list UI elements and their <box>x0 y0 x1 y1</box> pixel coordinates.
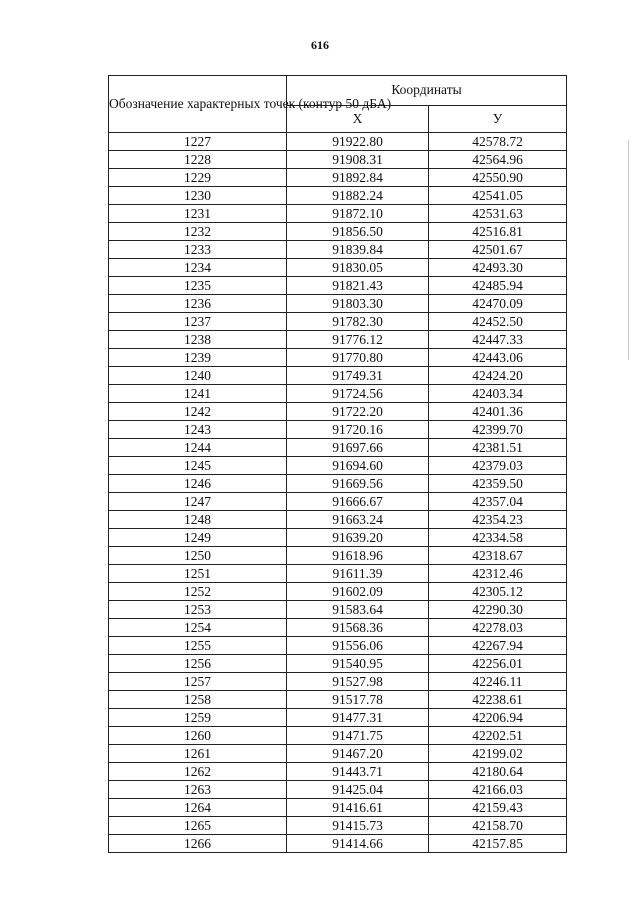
x-value-cell: 91694.60 <box>287 457 429 475</box>
table-row <box>109 817 567 835</box>
table-row <box>109 673 567 691</box>
table-row <box>109 205 567 223</box>
y-value-cell: 42379.03 <box>429 457 567 475</box>
table-row <box>109 493 567 511</box>
y-value-cell: 42290.30 <box>429 601 567 619</box>
table-row <box>109 655 567 673</box>
table-row <box>109 781 567 799</box>
table-row <box>109 331 567 349</box>
x-value-cell: 91722.20 <box>287 403 429 421</box>
table-row <box>109 259 567 277</box>
coordinates-table <box>108 75 567 853</box>
x-value-cell: 91663.24 <box>287 511 429 529</box>
table-row <box>109 745 567 763</box>
x-value-cell: 91517.78 <box>287 691 429 709</box>
x-value-cell: 91568.36 <box>287 619 429 637</box>
y-value-cell: 42516.81 <box>429 223 567 241</box>
x-value-cell: 91602.09 <box>287 583 429 601</box>
table-row <box>109 457 567 475</box>
x-value-cell: 91477.31 <box>287 709 429 727</box>
table-row <box>109 727 567 745</box>
point-id-cell: 1248 <box>109 511 287 529</box>
x-value-cell: 91540.95 <box>287 655 429 673</box>
point-id-cell: 1244 <box>109 439 287 457</box>
x-value-cell: 91425.04 <box>287 781 429 799</box>
y-value-cell: 42357.04 <box>429 493 567 511</box>
y-value-cell: 42493.30 <box>429 259 567 277</box>
x-value-cell: 91872.10 <box>287 205 429 223</box>
point-id-cell: 1233 <box>109 241 287 259</box>
table-row <box>109 763 567 781</box>
x-value-cell: 91556.06 <box>287 637 429 655</box>
x-value-cell: 91821.43 <box>287 277 429 295</box>
point-id-cell: 1238 <box>109 331 287 349</box>
point-id-cell: 1254 <box>109 619 287 637</box>
y-value-cell: 42578.72 <box>429 133 567 151</box>
x-value-cell: 91782.30 <box>287 313 429 331</box>
table-row <box>109 403 567 421</box>
y-value-cell: 42541.05 <box>429 187 567 205</box>
point-id-cell: 1240 <box>109 367 287 385</box>
point-id-cell: 1264 <box>109 799 287 817</box>
x-column-header: Х <box>287 105 429 132</box>
y-value-cell: 42501.67 <box>429 241 567 259</box>
table-row <box>109 367 567 385</box>
y-value-cell: 42246.11 <box>429 673 567 691</box>
y-value-cell: 42157.85 <box>429 835 567 853</box>
point-id-cell: 1251 <box>109 565 287 583</box>
table-row <box>109 601 567 619</box>
table-row <box>109 529 567 547</box>
y-value-cell: 42531.63 <box>429 205 567 223</box>
y-value-cell: 42564.96 <box>429 151 567 169</box>
x-value-cell: 91669.56 <box>287 475 429 493</box>
y-value-cell: 42443.06 <box>429 349 567 367</box>
y-value-cell: 42452.50 <box>429 313 567 331</box>
point-id-cell: 1236 <box>109 295 287 313</box>
table-row <box>109 709 567 727</box>
y-value-cell: 42238.61 <box>429 691 567 709</box>
y-value-cell: 42159.43 <box>429 799 567 817</box>
y-value-cell: 42158.70 <box>429 817 567 835</box>
point-id-cell: 1262 <box>109 763 287 781</box>
point-id-cell: 1229 <box>109 169 287 187</box>
y-value-cell: 42399.70 <box>429 421 567 439</box>
y-value-cell: 42278.03 <box>429 619 567 637</box>
x-value-cell: 91892.84 <box>287 169 429 187</box>
y-value-cell: 42267.94 <box>429 637 567 655</box>
point-id-cell: 1257 <box>109 673 287 691</box>
y-value-cell: 42354.23 <box>429 511 567 529</box>
x-value-cell: 91776.12 <box>287 331 429 349</box>
point-id-cell: 1252 <box>109 583 287 601</box>
y-value-cell: 42206.94 <box>429 709 567 727</box>
point-id-cell: 1230 <box>109 187 287 205</box>
table-row <box>109 565 567 583</box>
table-row <box>109 187 567 205</box>
point-id-cell: 1263 <box>109 781 287 799</box>
table-row <box>109 385 567 403</box>
point-id-cell: 1245 <box>109 457 287 475</box>
table-row <box>109 799 567 817</box>
table-row <box>109 421 567 439</box>
table-row <box>109 619 567 637</box>
point-id-cell: 1237 <box>109 313 287 331</box>
x-value-cell: 91720.16 <box>287 421 429 439</box>
x-value-cell: 91922.80 <box>287 133 429 151</box>
point-id-cell: 1258 <box>109 691 287 709</box>
table-row <box>109 151 567 169</box>
y-column-header: У <box>429 105 567 132</box>
coordinates-header: Координаты <box>287 76 567 106</box>
x-value-cell: 91414.66 <box>287 835 429 853</box>
table-body <box>109 133 567 853</box>
point-id-cell: 1241 <box>109 385 287 403</box>
table-row <box>109 475 567 493</box>
y-value-cell: 42305.12 <box>429 583 567 601</box>
point-id-cell: 1259 <box>109 709 287 727</box>
table-row <box>109 637 567 655</box>
point-id-cell: 1266 <box>109 835 287 853</box>
x-value-cell: 91882.24 <box>287 187 429 205</box>
y-value-cell: 42256.01 <box>429 655 567 673</box>
x-value-cell: 91666.67 <box>287 493 429 511</box>
point-id-cell: 1228 <box>109 151 287 169</box>
table-row <box>109 277 567 295</box>
point-id-cell: 1249 <box>109 529 287 547</box>
x-value-cell: 91611.39 <box>287 565 429 583</box>
point-id-cell: 1260 <box>109 727 287 745</box>
point-id-cell: 1242 <box>109 403 287 421</box>
point-id-cell: 1246 <box>109 475 287 493</box>
x-value-cell: 91839.84 <box>287 241 429 259</box>
table-row <box>109 349 567 367</box>
y-value-cell: 42199.02 <box>429 745 567 763</box>
y-value-cell: 42202.51 <box>429 727 567 745</box>
table-row <box>109 835 567 853</box>
point-id-cell: 1256 <box>109 655 287 673</box>
x-value-cell: 91856.50 <box>287 223 429 241</box>
point-id-cell: 1250 <box>109 547 287 565</box>
y-value-cell: 42550.90 <box>429 169 567 187</box>
table-row <box>109 511 567 529</box>
x-value-cell: 91415.73 <box>287 817 429 835</box>
y-value-cell: 42403.34 <box>429 385 567 403</box>
y-value-cell: 42381.51 <box>429 439 567 457</box>
table-row <box>109 547 567 565</box>
table-row <box>109 439 567 457</box>
x-value-cell: 91908.31 <box>287 151 429 169</box>
x-value-cell: 91416.61 <box>287 799 429 817</box>
y-value-cell: 42447.33 <box>429 331 567 349</box>
table-row <box>109 691 567 709</box>
point-id-cell: 1231 <box>109 205 287 223</box>
x-value-cell: 91443.71 <box>287 763 429 781</box>
x-value-cell: 91527.98 <box>287 673 429 691</box>
y-value-cell: 42485.94 <box>429 277 567 295</box>
point-id-cell: 1253 <box>109 601 287 619</box>
y-value-cell: 42359.50 <box>429 475 567 493</box>
point-id-cell: 1235 <box>109 277 287 295</box>
table-row <box>109 169 567 187</box>
point-id-cell: 1255 <box>109 637 287 655</box>
x-value-cell: 91749.31 <box>287 367 429 385</box>
x-value-cell: 91770.80 <box>287 349 429 367</box>
table-row <box>109 295 567 313</box>
point-id-cell: 1261 <box>109 745 287 763</box>
y-value-cell: 42470.09 <box>429 295 567 313</box>
table-row <box>109 133 567 151</box>
x-value-cell: 91471.75 <box>287 727 429 745</box>
table-row <box>109 223 567 241</box>
x-value-cell: 91583.64 <box>287 601 429 619</box>
y-value-cell: 42424.20 <box>429 367 567 385</box>
scan-edge-line <box>628 140 629 360</box>
y-value-cell: 42401.36 <box>429 403 567 421</box>
y-value-cell: 42166.03 <box>429 781 567 799</box>
point-id-cell: 1232 <box>109 223 287 241</box>
point-id-cell: 1243 <box>109 421 287 439</box>
y-value-cell: 42334.58 <box>429 529 567 547</box>
point-id-cell: 1265 <box>109 817 287 835</box>
page-number: 616 <box>311 38 329 52</box>
table-row <box>109 313 567 331</box>
point-id-cell: 1247 <box>109 493 287 511</box>
x-value-cell: 91803.30 <box>287 295 429 313</box>
table-row <box>109 583 567 601</box>
y-value-cell: 42318.67 <box>429 547 567 565</box>
x-value-cell: 91724.56 <box>287 385 429 403</box>
point-id-cell: 1227 <box>109 133 287 151</box>
x-value-cell: 91830.05 <box>287 259 429 277</box>
x-value-cell: 91697.66 <box>287 439 429 457</box>
point-id-cell: 1234 <box>109 259 287 277</box>
x-value-cell: 91618.96 <box>287 547 429 565</box>
y-value-cell: 42180.64 <box>429 763 567 781</box>
point-label-header: Обозначение характерных точек (контур 50 дБА) <box>109 76 287 133</box>
header-row-top <box>109 76 567 106</box>
y-value-cell: 42312.46 <box>429 565 567 583</box>
x-value-cell: 91639.20 <box>287 529 429 547</box>
point-id-cell: 1239 <box>109 349 287 367</box>
x-value-cell: 91467.20 <box>287 745 429 763</box>
table-row <box>109 241 567 259</box>
